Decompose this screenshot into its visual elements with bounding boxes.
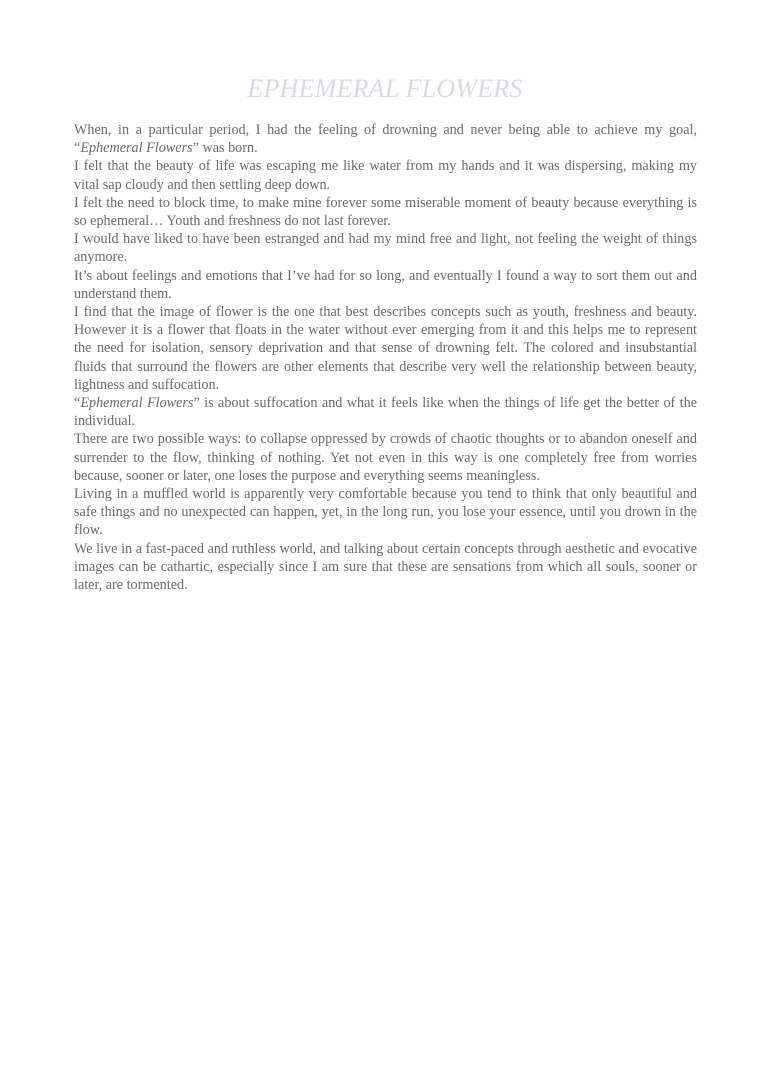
document-body bbox=[74, 121, 697, 594]
paragraph-text: I find that the image of flower is the one that best describes concepts such as youth, freshness and beauty. However it is a flower that floats in the water without ever emerging from it and this helps me to represent the need for isolation, sensory deprivation and that sense of drowning felt. The colored and insubstantial fluids that surround the flowers are other elements that describe very well the relationship between beauty, lightness and suffocation. bbox=[74, 304, 697, 393]
paragraph-text: I would have liked to have been estranged and had my mind free and light, not feeling the weight of things anymore. bbox=[74, 231, 697, 266]
paragraph bbox=[74, 394, 697, 430]
paragraph bbox=[74, 540, 697, 595]
paragraph bbox=[74, 121, 697, 157]
paragraph-text: We live in a fast-paced and ruthless world, and talking about certain concepts through aesthetic and evocative images can be cathartic, especially since I am sure that these are sensations from which all souls, sooner or later, are tormented. bbox=[74, 540, 697, 594]
paragraph-text: There are two possible ways: to collapse oppressed by crowds of chaotic thoughts or to abandon oneself and surrender to the flow, thinking of nothing. Yet not even in this way is one completely free from worries because, sooner or later, one loses the purpose and everything seems meaningless. bbox=[74, 431, 697, 484]
paragraph-text: When, in a particular period, I had the feeling of drowning and never being able to achieve my goal, “ bbox=[74, 122, 697, 157]
document-title: EPHEMERAL FLOWERS bbox=[247, 74, 523, 103]
paragraph bbox=[74, 485, 697, 540]
paragraph-text: Living in a muffled world is apparently very comfortable because you tend to think that only beautiful and safe things and no unexpected can happen, yet, in the long run, you lose your essence, until you drown in the flow. bbox=[74, 486, 697, 539]
paragraph bbox=[74, 430, 697, 485]
paragraph bbox=[74, 230, 697, 266]
paragraph bbox=[74, 267, 697, 303]
paragraph bbox=[74, 157, 697, 193]
paragraph bbox=[74, 194, 697, 230]
paragraph-text: It’s about feelings and emotions that I’ve had for so long, and eventually I found a way to sort them out and understand them. bbox=[74, 267, 697, 302]
italic-title: Ephemeral Flowers bbox=[80, 140, 193, 157]
italic-title: Ephemeral Flowers bbox=[80, 395, 194, 412]
paragraph bbox=[74, 303, 697, 394]
paragraph-text: ” is about suffocation and what it feels like when the things of life get the better of the individual. bbox=[74, 395, 697, 430]
paragraph-text: I felt the need to block time, to make mine forever some miserable moment of beauty because everything is so ephemeral… Youth and freshness do not last forever. bbox=[74, 194, 697, 230]
paragraph-text: “ bbox=[74, 395, 81, 412]
paragraph-text: ” was born. bbox=[192, 140, 258, 157]
paragraph-text: I felt that the beauty of life was escaping me like water from my hands and it was dispersing, making my vital sap cloudy and then settling deep down. bbox=[74, 158, 697, 193]
